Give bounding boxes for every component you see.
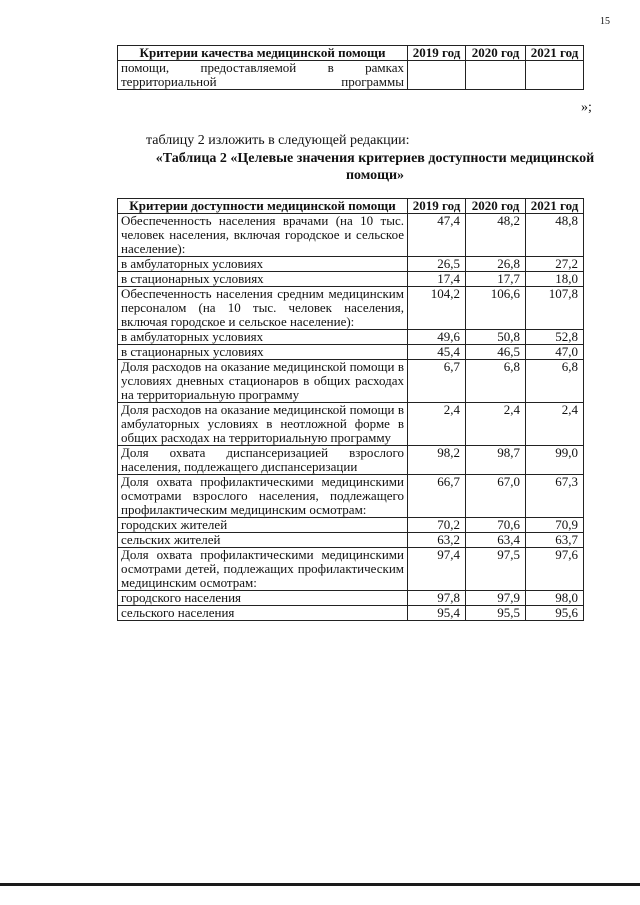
header-2019: 2019 год <box>408 199 466 214</box>
row-label: Доля охвата профилактическими медицинскими осмотрами взрослого населения, подлежащего профилактическим медицинским осмотрам: <box>118 475 408 518</box>
table-row <box>118 360 584 403</box>
cell-2021: 98,0 <box>526 591 584 606</box>
row-label: в амбулаторных условиях <box>118 330 408 345</box>
cell-2021: 95,6 <box>526 606 584 621</box>
cell-2019: 2,4 <box>408 403 466 446</box>
cell-2019: 63,2 <box>408 533 466 548</box>
header-criteria: Критерии доступности медицинской помощи <box>118 199 408 214</box>
table-row <box>118 533 584 548</box>
cell-2021 <box>526 61 584 90</box>
table-row <box>118 272 584 287</box>
cell-2019: 70,2 <box>408 518 466 533</box>
row-label: помощи, предоставляемой в рамках территориальной программы <box>118 61 408 90</box>
cell-2019: 104,2 <box>408 287 466 330</box>
cell-2020: 6,8 <box>466 360 526 403</box>
cell-2019: 17,4 <box>408 272 466 287</box>
cell-2020: 98,7 <box>466 446 526 475</box>
cell-2020: 106,6 <box>466 287 526 330</box>
header-2020: 2020 год <box>466 46 526 61</box>
cell-2020: 97,9 <box>466 591 526 606</box>
table-row <box>118 606 584 621</box>
header-2020: 2020 год <box>466 199 526 214</box>
row-label: Доля расходов на оказание медицинской помощи в условиях дневных стационаров в общих расходах на территориальную программу <box>118 360 408 403</box>
cell-2020: 17,7 <box>466 272 526 287</box>
cell-2019: 49,6 <box>408 330 466 345</box>
intro-text: таблицу 2 изложить в следующей редакции: <box>146 133 410 148</box>
row-label: Доля расходов на оказание медицинской помощи в амбулаторных условиях в неотложной форме в общих расходах на территориальную программу <box>118 403 408 446</box>
cell-2021: 67,3 <box>526 475 584 518</box>
header-2019: 2019 год <box>408 46 466 61</box>
cell-2021: 27,2 <box>526 257 584 272</box>
cell-2021: 2,4 <box>526 403 584 446</box>
cell-2019: 98,2 <box>408 446 466 475</box>
table2-heading: «Таблица 2 «Целевые значения критериев доступности медицинской помощи» <box>155 151 595 183</box>
cell-2020: 70,6 <box>466 518 526 533</box>
cell-2021: 107,8 <box>526 287 584 330</box>
table-row <box>118 548 584 591</box>
cell-2020: 48,2 <box>466 214 526 257</box>
table-row <box>118 345 584 360</box>
cell-2021: 97,6 <box>526 548 584 591</box>
cell-2021: 70,9 <box>526 518 584 533</box>
cell-2020: 95,5 <box>466 606 526 621</box>
header-criteria: Критерии качества медицинской помощи <box>118 46 408 61</box>
closing-quote-mark: »; <box>581 100 592 115</box>
table-row <box>118 446 584 475</box>
table-row <box>118 214 584 257</box>
cell-2021: 48,8 <box>526 214 584 257</box>
header-2021: 2021 год <box>526 46 584 61</box>
cell-2019: 97,8 <box>408 591 466 606</box>
cell-2021: 99,0 <box>526 446 584 475</box>
header-2021: 2021 год <box>526 199 584 214</box>
cell-2020: 26,8 <box>466 257 526 272</box>
cell-2021: 63,7 <box>526 533 584 548</box>
cell-2019: 47,4 <box>408 214 466 257</box>
row-label: сельских жителей <box>118 533 408 548</box>
row-label: в стационарных условиях <box>118 345 408 360</box>
cell-2021: 52,8 <box>526 330 584 345</box>
row-label: Обеспеченность населения средним медицинским персоналом (на 10 тыс. человек населения, включая городское и сельское население): <box>118 287 408 330</box>
cell-2020: 2,4 <box>466 403 526 446</box>
cell-2019: 6,7 <box>408 360 466 403</box>
cell-2020: 97,5 <box>466 548 526 591</box>
cell-2019: 66,7 <box>408 475 466 518</box>
row-label: Доля охвата профилактическими медицинскими осмотрами детей, подлежащих профилактическим медицинским осмотрам: <box>118 548 408 591</box>
table-header-row <box>118 46 584 61</box>
table-row <box>118 475 584 518</box>
cell-2019: 45,4 <box>408 345 466 360</box>
row-label: в амбулаторных условиях <box>118 257 408 272</box>
cell-2019 <box>408 61 466 90</box>
table-row <box>118 61 584 90</box>
cell-2020: 50,8 <box>466 330 526 345</box>
cell-2021: 18,0 <box>526 272 584 287</box>
cell-2019: 95,4 <box>408 606 466 621</box>
table-row <box>118 330 584 345</box>
cell-2020: 63,4 <box>466 533 526 548</box>
cell-2020: 67,0 <box>466 475 526 518</box>
table-row <box>118 518 584 533</box>
table-row <box>118 591 584 606</box>
cell-2021: 47,0 <box>526 345 584 360</box>
quality-criteria-table <box>117 45 584 90</box>
cell-2020 <box>466 61 526 90</box>
row-label: городского населения <box>118 591 408 606</box>
row-label: в стационарных условиях <box>118 272 408 287</box>
page-number: 15 <box>600 16 610 27</box>
cell-2019: 26,5 <box>408 257 466 272</box>
table-row <box>118 403 584 446</box>
row-label: сельского населения <box>118 606 408 621</box>
table-row <box>118 257 584 272</box>
cell-2021: 6,8 <box>526 360 584 403</box>
table-row <box>118 287 584 330</box>
row-label: Обеспеченность населения врачами (на 10 тыс. человек населения, включая городское и сельское население): <box>118 214 408 257</box>
page-bottom-border <box>0 883 640 886</box>
cell-2020: 46,5 <box>466 345 526 360</box>
cell-2019: 97,4 <box>408 548 466 591</box>
availability-criteria-table <box>117 198 584 621</box>
row-label: городских жителей <box>118 518 408 533</box>
table-header-row <box>118 199 584 214</box>
row-label: Доля охвата диспансеризацией взрослого населения, подлежащего диспансеризации <box>118 446 408 475</box>
